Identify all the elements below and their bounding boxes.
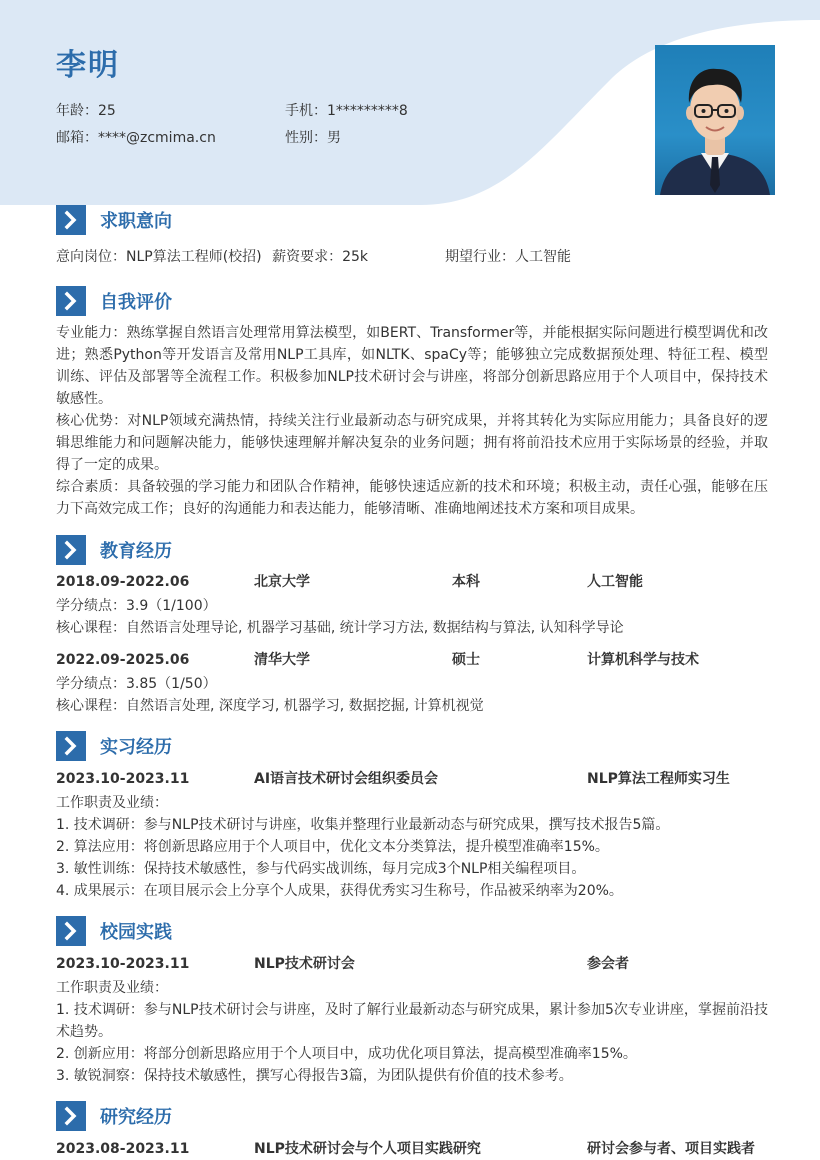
chevron-right-icon <box>56 535 86 565</box>
edu-courses: 核心课程：自然语言处理导论, 机器学习基础, 统计学习方法, 数据结构与算法, 认知科学导论 <box>56 620 624 636</box>
campus-org: NLP技术研讨会 <box>254 956 355 972</box>
campus-duty-label: 工作职责及业绩： <box>56 980 168 996</box>
edu-date: 2022.09-2025.06 <box>56 652 190 668</box>
profile-photo <box>655 45 775 195</box>
section-campus-practice <box>56 916 172 946</box>
campus-duty-line: 1. 技术调研：参与NLP技术研讨会与讲座，及时了解行业最新动态与研究成果，累计参加5次专业讲座，掌握前沿技术趋势。 <box>56 1002 768 1040</box>
chevron-right-icon <box>56 916 86 946</box>
intern-role: NLP算法工程师实习生 <box>587 771 730 787</box>
section-self-evaluation <box>56 286 172 316</box>
edu-major: 计算机科学与技术 <box>587 652 699 668</box>
salary-expectation: 薪资要求：25k <box>272 249 369 265</box>
gender-info <box>285 127 341 147</box>
section-research <box>56 1101 172 1131</box>
campus-duty-line: 3. 敏锐洞察：保持技术敏感性，撰写心得报告3篇，为团队提供有价值的技术参考。 <box>56 1068 573 1084</box>
edu-courses: 核心课程：自然语言处理, 深度学习, 机器学习, 数据挖掘, 计算机视觉 <box>56 698 484 714</box>
education-row <box>56 649 768 671</box>
phone-info <box>285 100 408 120</box>
edu-degree: 硕士 <box>452 652 480 668</box>
phone-label: 手机： <box>285 103 327 119</box>
intern-duty-line: 3. 敏性训练：保持技术敏感性，参与代码实战训练，每月完成3个NLP相关编程项目。 <box>56 861 586 877</box>
email-label: 邮箱： <box>56 130 98 146</box>
phone-value: 1*********8 <box>327 103 408 119</box>
internship-row <box>56 768 768 790</box>
section-internship <box>56 731 172 761</box>
age-info <box>56 100 116 120</box>
section-title: 研究经历 <box>100 1107 172 1128</box>
candidate-name: 李明 <box>56 48 120 83</box>
section-title: 校园实践 <box>100 922 172 943</box>
intern-duty-line: 2. 算法应用：将创新思路应用于个人项目中，优化文本分类算法，提升模型准确率15%。 <box>56 839 609 855</box>
section-education <box>56 535 172 565</box>
intended-position: 意向岗位：NLP算法工程师(校招) <box>56 249 262 265</box>
edu-gpa: 学分绩点：3.85（1/50） <box>56 676 217 692</box>
chevron-right-icon <box>56 1101 86 1131</box>
edu-degree: 本科 <box>452 574 480 590</box>
edu-major: 人工智能 <box>587 574 643 590</box>
research-role: 研讨会参与者、项目实践者 <box>587 1141 755 1157</box>
campus-role: 参会者 <box>587 956 629 972</box>
research-org: NLP技术研讨会与个人项目实践研究 <box>254 1141 481 1157</box>
chevron-right-icon <box>56 731 86 761</box>
section-title: 求职意向 <box>100 211 172 232</box>
self-eval-core-advantage: 核心优势：对NLP领域充满热情，持续关注行业最新动态与研究成果，并将其转化为实际应用能力；具备良好的逻辑思维能力和问题解决能力，能够快速理解并解决复杂的业务问题；拥有将前沿技术应用于实际场景的经验，并取得了一定的成果。 <box>56 413 768 473</box>
edu-school: 北京大学 <box>254 574 310 590</box>
self-eval-professional: 专业能力：熟练掌握自然语言处理常用算法模型，如BERT、Transformer等，并能根据实际问题进行模型调优和改进；熟悉Python等开发语言及常用NLP工具库，如NLTK、spaCy等；能够独立完成数据预处理、特征工程、模型训练、评估及部署等全流程工作。积极参加NLP技术研讨会与讲座，将部分创新思路应用于个人项目中，保持技术敏感性。 <box>56 325 768 407</box>
campus-date: 2023.10-2023.11 <box>56 956 190 972</box>
edu-school: 清华大学 <box>254 652 310 668</box>
campus-duty-line: 2. 创新应用：将部分创新思路应用于个人项目中，成功优化项目算法，提高模型准确率15%。 <box>56 1046 637 1062</box>
intern-duty-label: 工作职责及业绩： <box>56 795 168 811</box>
gender-value: 男 <box>327 130 341 146</box>
email-value: ****@zcmima.cn <box>98 130 216 146</box>
section-title: 实习经历 <box>100 737 172 758</box>
expected-industry: 期望行业：人工智能 <box>445 249 571 265</box>
section-job-intent <box>56 205 172 235</box>
research-date: 2023.08-2023.11 <box>56 1141 190 1157</box>
age-value: 25 <box>98 103 116 119</box>
chevron-right-icon <box>56 205 86 235</box>
email-info <box>56 127 216 147</box>
intern-org: AI语言技术研讨会组织委员会 <box>254 771 439 787</box>
edu-date: 2018.09-2022.06 <box>56 574 190 590</box>
research-row <box>56 1138 768 1160</box>
edu-gpa: 学分绩点：3.9（1/100） <box>56 598 217 614</box>
campus-row <box>56 953 768 975</box>
section-title: 自我评价 <box>100 292 172 313</box>
education-row <box>56 571 768 593</box>
age-label: 年龄： <box>56 103 98 119</box>
gender-label: 性别： <box>285 130 327 146</box>
intern-duty-line: 4. 成果展示：在项目展示会上分享个人成果，获得优秀实习生称号，作品被采纳率为20%。 <box>56 883 623 899</box>
chevron-right-icon <box>56 286 86 316</box>
job-intent-row <box>56 246 768 268</box>
section-title: 教育经历 <box>100 541 172 562</box>
portrait-illustration <box>655 45 775 195</box>
intern-date: 2023.10-2023.11 <box>56 771 190 787</box>
intern-duty-line: 1. 技术调研：参与NLP技术研讨与讲座，收集并整理行业最新动态与研究成果，撰写技术报告5篇。 <box>56 817 670 833</box>
self-eval-overall-quality: 综合素质：具备较强的学习能力和团队合作精神，能够快速适应新的技术和环境；积极主动，责任心强，能够在压力下高效完成工作；良好的沟通能力和表达能力，能够清晰、准确地阐述技术方案和项目成果。 <box>56 479 768 517</box>
